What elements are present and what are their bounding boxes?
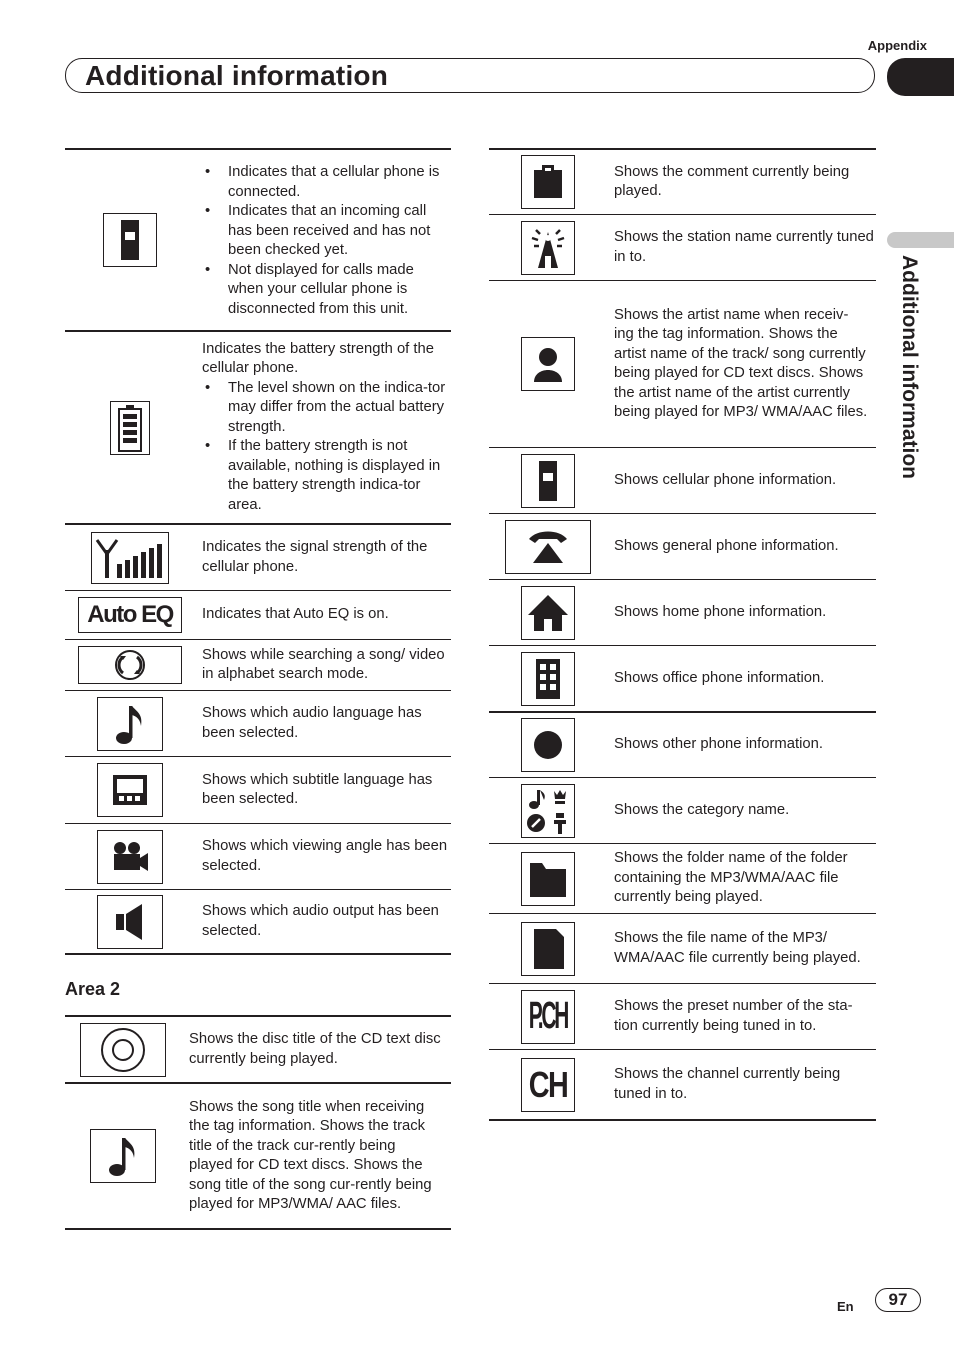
icon-cell xyxy=(489,221,606,275)
icon-cell xyxy=(65,763,195,817)
office-building-icon xyxy=(521,652,575,706)
file-icon xyxy=(521,922,575,976)
list-item: • The level shown on the indica-tor may differ from the actual battery strength. xyxy=(202,379,451,438)
row-description: Indicates the signal strength of the cellular phone. xyxy=(202,539,428,575)
icon-cell xyxy=(65,646,195,684)
row-description: Shows which audio output has been selected. xyxy=(202,903,439,939)
music-note-icon xyxy=(90,1129,156,1183)
table-row xyxy=(489,148,876,214)
signal-strength-icon xyxy=(91,532,169,584)
subtitle-icon xyxy=(97,763,163,817)
icon-cell xyxy=(489,586,606,640)
music-note-icon xyxy=(97,697,163,751)
icon-cell xyxy=(65,830,195,884)
preset-channel-icon-label: P.CH xyxy=(528,995,567,1037)
left-table xyxy=(65,148,451,955)
channel-icon-label: CH xyxy=(528,1063,567,1105)
channel-icon xyxy=(521,1058,575,1112)
table-row xyxy=(65,1082,451,1230)
icon-cell xyxy=(489,852,606,906)
icon-cell xyxy=(489,652,606,706)
row-description: Shows home phone information. xyxy=(614,603,827,620)
list-item: • Indicates that an incoming call has been received and has not been checked yet. xyxy=(202,202,451,261)
row-description: Indicates that Auto EQ is on. xyxy=(202,606,389,623)
icon-cell xyxy=(65,697,195,751)
row-description: Shows while searching a song/ video in alphabet search mode. xyxy=(202,646,445,682)
table-row xyxy=(489,513,876,579)
table-row xyxy=(65,690,451,756)
auto-eq-icon-label: Auto EQ xyxy=(87,601,173,628)
section-tab-gray xyxy=(887,232,954,248)
table-row xyxy=(489,777,876,843)
table-row xyxy=(489,579,876,645)
table-row xyxy=(65,523,451,590)
table-row xyxy=(65,148,451,330)
icon-cell xyxy=(489,155,606,209)
icon-cell xyxy=(65,532,195,584)
icon-cell xyxy=(489,718,606,772)
battery-icon xyxy=(110,401,150,455)
row-description: Shows office phone information. xyxy=(614,669,825,686)
icon-cell xyxy=(489,990,606,1044)
cellular-phone-icon xyxy=(103,213,157,267)
list-item: • Not displayed for calls made when your cellular phone is disconnected from this unit. xyxy=(202,261,451,320)
row-description: Shows the file name of the MP3/ WMA/AAC file currently being played. xyxy=(614,930,861,966)
table-row xyxy=(65,823,451,889)
comment-icon xyxy=(521,155,575,209)
icon-cell xyxy=(489,784,606,838)
speaker-icon xyxy=(97,895,163,949)
icon-cell xyxy=(489,1058,606,1112)
cellular-phone-icon xyxy=(521,454,575,508)
icon-cell xyxy=(489,520,606,574)
row-description: Shows the comment currently being played. xyxy=(614,163,850,199)
table-row xyxy=(489,913,876,983)
row-description: Shows which audio language has been selected. xyxy=(202,705,422,741)
table-row xyxy=(65,756,451,823)
disc-icon xyxy=(80,1023,166,1077)
side-section-label: Additional information xyxy=(898,255,921,479)
artist-icon xyxy=(521,337,575,391)
icon-cell xyxy=(65,1129,180,1183)
area2-heading: Area 2 xyxy=(65,979,121,999)
table-row xyxy=(489,711,876,777)
category-icon xyxy=(521,784,575,838)
table-row xyxy=(65,590,451,639)
search-rotate-icon xyxy=(78,646,182,684)
icon-cell xyxy=(65,401,195,455)
row-description: Shows the preset number of the sta-tion currently being tuned in to. xyxy=(614,998,853,1034)
list-item: • If the battery strength is not available, nothing is displayed in the battery strength indica-tor area. xyxy=(202,437,451,515)
folder-icon xyxy=(521,852,575,906)
phone-handset-icon xyxy=(505,520,591,574)
row-description: Shows the station name currently tuned in to. xyxy=(614,229,874,265)
row-description: Indicates the battery strength of the cellular phone. xyxy=(202,340,434,377)
row-description: Shows general phone information. xyxy=(614,537,839,554)
auto-eq-icon xyxy=(78,597,182,633)
camera-angle-icon xyxy=(97,830,163,884)
row-description: Shows the song title when receiving the tag information. Shows the track title of the track cur-rently being played for CD text discs. Shows the song title of the song cur-rently being played for MP3/WMA/ AAC files. xyxy=(189,1098,432,1212)
icon-cell xyxy=(489,337,606,391)
table-row xyxy=(65,1015,451,1082)
row-description: Shows which viewing angle has been selected. xyxy=(202,838,448,874)
appendix-label: Appendix xyxy=(867,38,927,53)
table-row xyxy=(489,983,876,1049)
list-item: • Indicates that a cellular phone is connected. xyxy=(202,163,451,202)
row-description: Shows cellular phone information. xyxy=(614,471,837,488)
row-description: Shows the disc title of the CD text disc currently being played. xyxy=(189,1031,441,1067)
title-bar xyxy=(65,58,875,93)
table-row xyxy=(489,214,876,280)
table-row xyxy=(489,645,876,711)
table-row xyxy=(489,843,876,913)
page-title: Additional information xyxy=(85,60,389,91)
table-row xyxy=(489,447,876,513)
home-icon xyxy=(521,586,575,640)
table-row xyxy=(489,280,876,447)
icon-cell xyxy=(65,597,195,633)
table-row xyxy=(65,889,451,955)
table-row xyxy=(489,1049,876,1121)
station-tower-icon xyxy=(521,221,575,275)
icon-cell xyxy=(65,895,195,949)
row-description: Shows other phone information. xyxy=(614,736,823,753)
section-tab-black xyxy=(887,58,954,96)
row-description: Shows the artist name when receiv-ing the tag information. Shows the artist name of the track/ song currently being played for CD text discs. Shows the artist name of the artist currently being played for MP3/ WMA/AAC files. xyxy=(614,306,868,420)
row-description: Shows the folder name of the folder containing the MP3/WMA/AAC file currently being played. xyxy=(614,850,848,906)
row-description: Shows the category name. xyxy=(614,801,790,818)
row-description: Shows the channel currently being tuned in to. xyxy=(614,1066,841,1102)
page-number: 97 xyxy=(875,1288,921,1312)
footer-language: En xyxy=(837,1299,854,1314)
right-table xyxy=(489,148,876,1121)
row-description: Shows which subtitle language has been selected. xyxy=(202,771,433,807)
table-row xyxy=(65,330,451,523)
area2-table xyxy=(65,1015,451,1230)
preset-channel-icon xyxy=(521,990,575,1044)
icon-cell xyxy=(489,922,606,976)
icon-cell xyxy=(489,454,606,508)
icon-cell xyxy=(65,213,195,267)
other-dot-icon xyxy=(521,718,575,772)
icon-cell xyxy=(65,1023,180,1077)
table-row xyxy=(65,639,451,690)
